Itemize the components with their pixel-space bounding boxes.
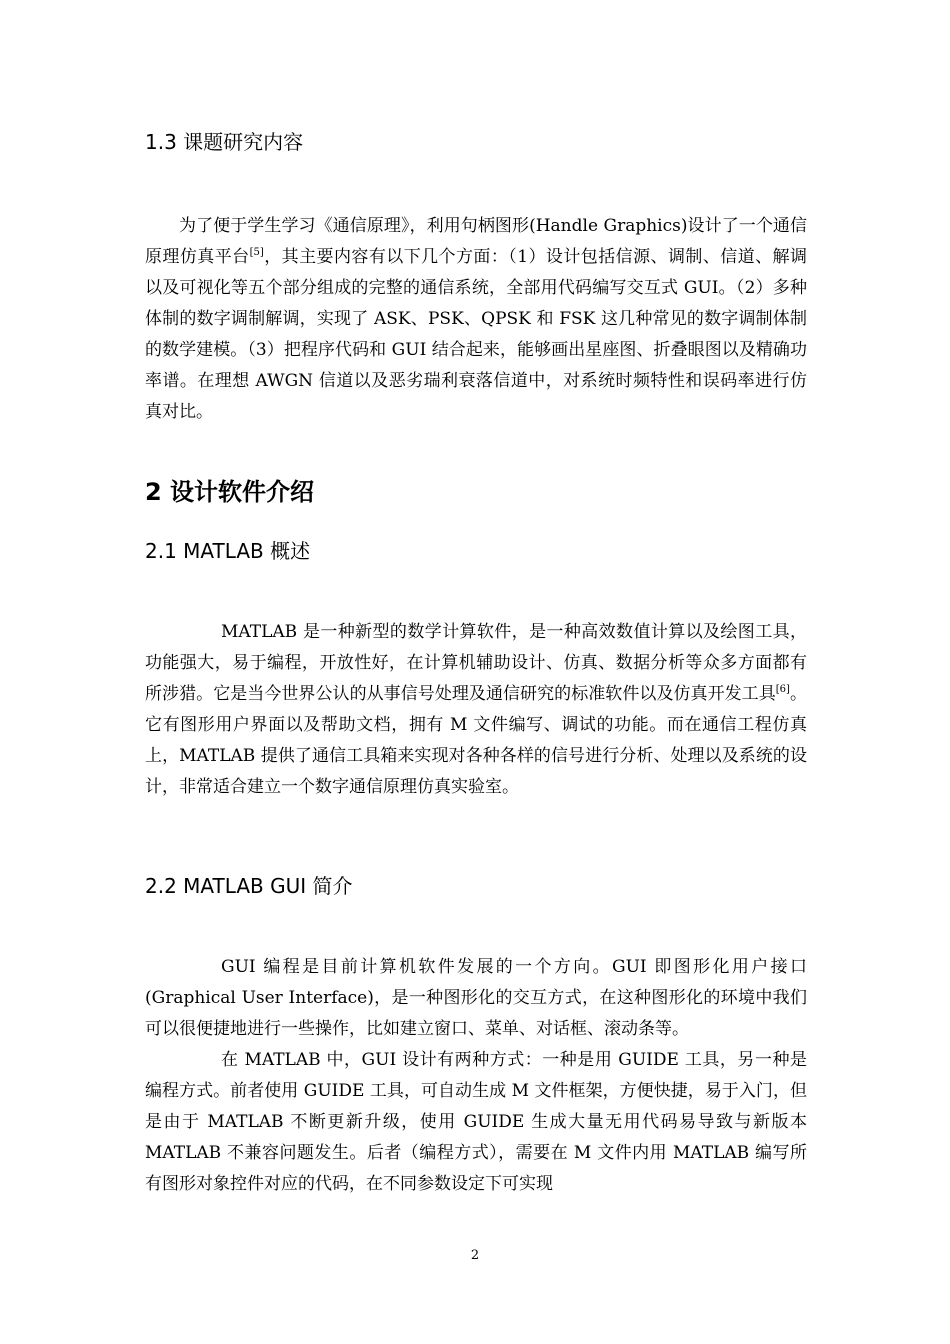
paragraph-text: 。它有图形用户界面以及帮助文档，拥有 M 文件编写、调试的功能。而在通信工程仿真上，MATLAB 提供了通信工具箱来实现对各种各样的信号进行分析、处理以及系统的设计，非常适合建立一个数字通信原理仿真实验室。	[145, 684, 808, 797]
citation-ref: [5]	[249, 247, 264, 258]
paragraph-research-content	[145, 211, 807, 428]
paragraph-text: ，其主要内容有以下几个方面：（1）设计包括信源、调制、信道、解调以及可视化等五个部分组成的完整的通信系统，全部用代码编写交互式 GUI。（2）多种体制的数字调制解调，实现了 ASK、PSK、QPSK 和 FSK 这几种常见的数字调制体制的数学建模。（3）把程序代码和 GUI 结合起来，能够画出星座图、折叠眼图以及精确功率谱。在理想 AWGN 信道以及恶劣瑞利衰落信道中，对系统时频特性和误码率进行仿真对比。	[145, 247, 807, 422]
chapter-heading-2: 2 设计软件介绍	[145, 478, 315, 506]
paragraph-matlab-overview	[145, 617, 807, 803]
section-heading-1-3: 1.3 课题研究内容	[145, 130, 304, 154]
paragraph-gui-methods: 在 MATLAB 中，GUI 设计有两种方式：一种是用 GUIDE 工具，另一种是编程方式。前者使用 GUIDE 工具，可自动生成 M 文件框架，方便快捷，易于入门，但是由于 MATLAB 不断更新升级，使用 GUIDE 生成大量无用代码易导致与新版本 MATLAB 不兼容问题发生。后者（编程方式），需要在 M 文件内用 MATLAB 编写所有图形对象控件对应的代码，在不同参数设定下可实现	[145, 1050, 807, 1194]
section-heading-2-2: 2.2 MATLAB GUI 简介	[145, 874, 353, 898]
section-heading-2-1: 2.1 MATLAB 概述	[145, 539, 311, 563]
paragraph-gui-intro: GUI 编程是目前计算机软件发展的一个方向。GUI 即图形化用户接口(Graphical User Interface)，是一种图形化的交互方式，在这种图形化的环境中我们可以很便捷地进行一些操作，比如建立窗口、菜单、对话框、滚动条等。	[145, 957, 807, 1039]
paragraph-text: 为了便于学生学习《通信原理》，利用句柄图形(Handle Graphics)设计了一个通信原理仿真平台	[145, 216, 807, 267]
page-number: 2	[470, 1248, 480, 1263]
citation-ref: [6]	[775, 684, 790, 695]
paragraph-text: MATLAB 是一种新型的数学计算软件，是一种高效数值计算以及绘图工具，功能强大，易于编程，开放性好，在计算机辅助设计、仿真、数据分析等众多方面都有所涉猎。它是当今世界公认的从事信号处理及通信研究的标准软件以及仿真开发工具	[145, 622, 807, 704]
